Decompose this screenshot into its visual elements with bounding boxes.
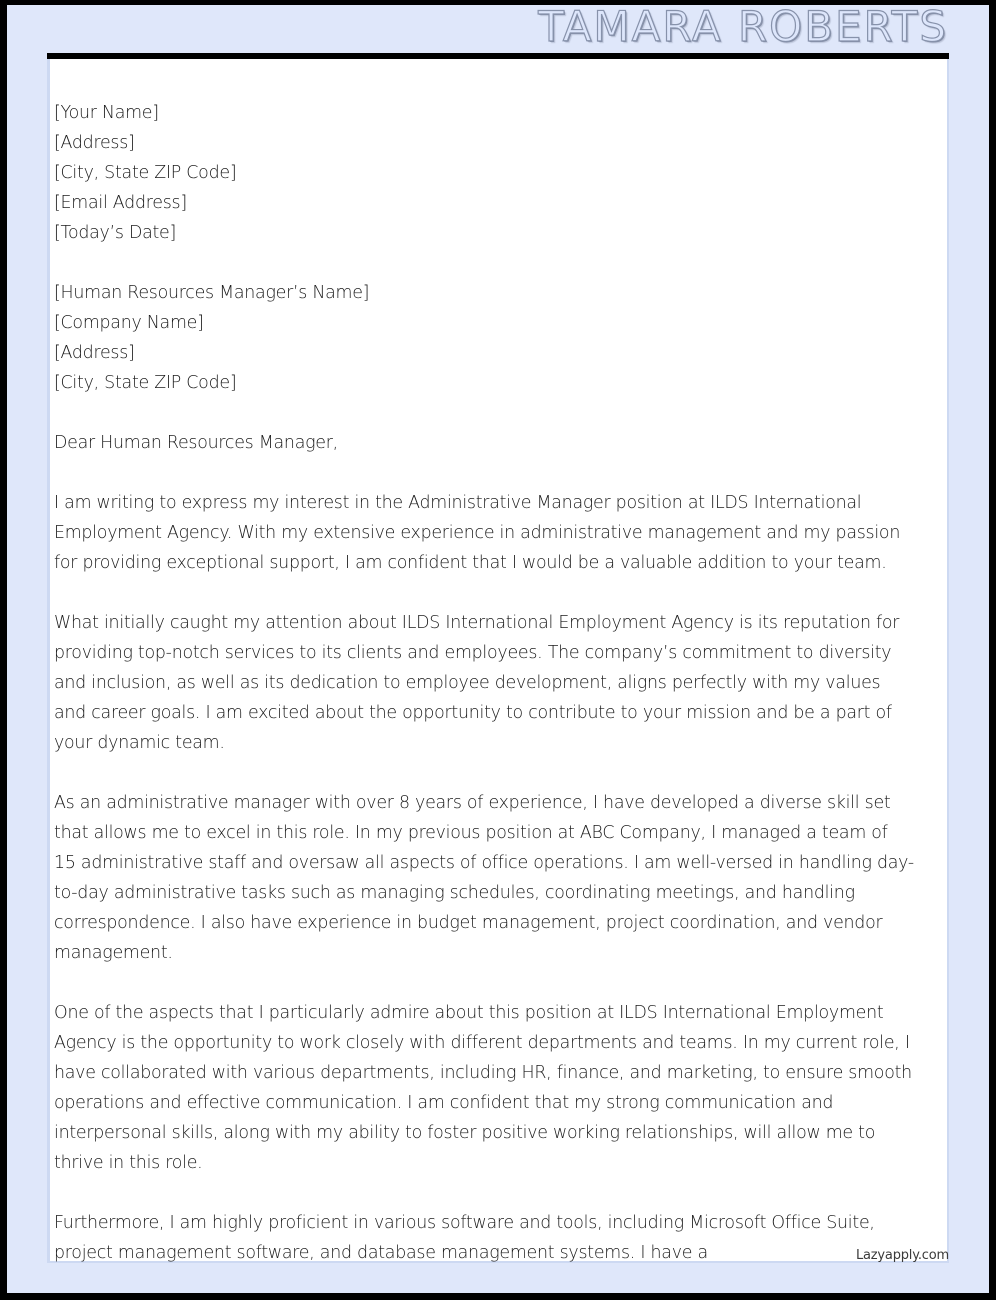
block-spacer [54, 458, 914, 488]
cover-letter-body [54, 59, 914, 1268]
block-spacer [54, 758, 914, 788]
letter-paragraph: I am writing to express my interest in the Administrative Manager position at ILDS International Employment Agency. With my extensive experience in administrative management and my passion for providing exceptional support, I am confident that I would be a valuable addition to your team. [54, 493, 901, 573]
recipient-line: [Company Name] [54, 313, 204, 333]
block-spacer [54, 248, 914, 278]
recipient-line: [City, State ZIP Code] [54, 373, 237, 393]
block-spacer [54, 578, 914, 608]
sender-line: [City, State ZIP Code] [54, 163, 237, 183]
letter-paragraph: What initially caught my attention about ILDS International Employment Agency is its reputation for providing top-notch services to its clients and employees. The company’s commitment to diversity and inclusion, as well as its dedication to employee development, aligns perfectly with my values and career goals. I am excited about the opportunity to contribute to your mission and be a part of your dynamic team. [54, 613, 900, 753]
sender-line: [Email Address] [54, 193, 187, 213]
block-spacer [54, 398, 914, 428]
recipient-line: [Human Resources Manager’s Name] [54, 283, 370, 303]
block-spacer [54, 1178, 914, 1208]
letter-paragraph: One of the aspects that I particularly admire about this position at ILDS International Employment Agency is the opportunity to work closely with different departments and teams. In my current role, I have collaborated with various departments, including HR, finance, and marketing, to ensure smooth operations and effective communication. I am confident that my strong communication and interpersonal skills, along with my ability to foster positive working relationships, will allow me to thrive in this role. [54, 1003, 912, 1173]
letter-paragraph: Furthermore, I am highly proficient in various software and tools, including Microsoft Office Suite, project management software, and database management systems. I have a [54, 1213, 875, 1263]
sender-line: [Address] [54, 133, 135, 153]
recipient-line: [Address] [54, 343, 135, 363]
page-title: TAMARA ROBERTS [538, 5, 948, 51]
sender-line: [Your Name] [54, 103, 159, 123]
page-canvas [7, 5, 989, 1293]
sender-line: [Today’s Date] [54, 223, 177, 243]
sender-address-block [54, 59, 914, 248]
document-header [7, 5, 989, 53]
block-spacer [54, 968, 914, 998]
letter-paragraph: As an administrative manager with over 8 years of experience, I have developed a diverse skill set that allows me to excel in this role. In my previous position at ABC Company, I managed a team of 15 administrative staff and oversaw all aspects of office operations. I am well-versed in handling day-to-day administrative tasks such as managing schedules, coordinating meetings, and handling correspondence. I also have experience in budget management, project coordination, and vendor management. [54, 793, 914, 963]
watermark-label: Lazyapply.com [856, 1248, 949, 1263]
salutation: Dear Human Resources Manager, [54, 433, 338, 453]
recipient-address-block [54, 278, 914, 398]
